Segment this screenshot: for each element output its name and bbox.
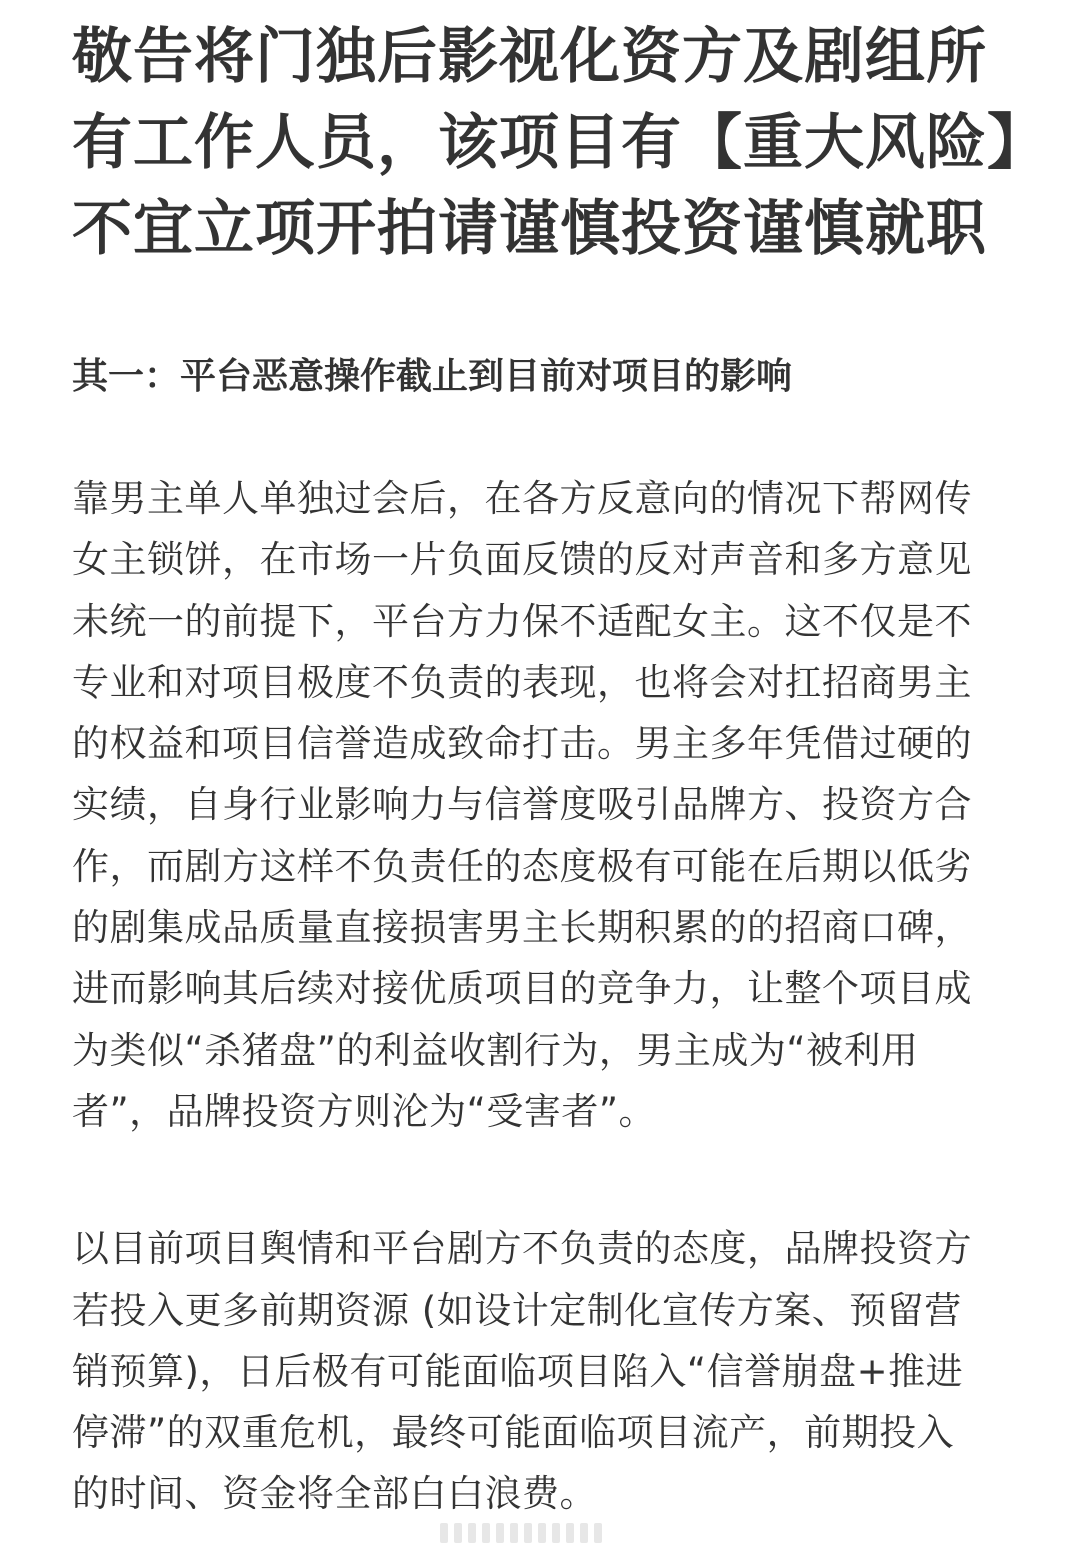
paragraph-line: 作，而剧方这样不负责任的态度极有可能在后期以低劣: [72, 844, 972, 888]
watermark: [440, 1522, 630, 1544]
paragraph-line: 若投入更多前期资源 (如设计定制化宣传方案、预留营: [72, 1288, 962, 1332]
paragraph-line: 的权益和项目信誉造成致命打击。男主多年凭借过硬的: [72, 722, 972, 766]
watermark-mark: [524, 1523, 532, 1543]
paragraph-line: 停滞”的双重危机，最终可能面临项目流产，前期投入: [72, 1411, 955, 1455]
paragraph-line: 的时间、资金将全部白白浪费。: [72, 1472, 597, 1516]
paragraph-1: [72, 468, 1012, 1142]
watermark-mark: [594, 1523, 602, 1543]
paragraph-line: 者”，品牌投资方则沦为“受害者”。: [72, 1089, 657, 1133]
watermark-mark: [580, 1523, 588, 1543]
paragraph-line: 的剧集成品质量直接损害男主长期积累的的招商口碑，: [72, 906, 972, 950]
watermark-mark: [496, 1523, 504, 1543]
paragraph-line: 女主锁饼，在市场一片负面反馈的反对声音和多方意见: [72, 538, 972, 582]
watermark-mark: [552, 1523, 560, 1543]
paragraph-line: 未统一的前提下，平台方力保不适配女主。这不仅是不: [72, 599, 972, 643]
paragraph-line: 以目前项目舆情和平台剧方不负责的态度，品牌投资方: [72, 1227, 972, 1271]
article-title: [72, 14, 1048, 272]
title-line: 有工作人员，该项目有【重大风险】: [72, 108, 1048, 178]
paragraph-line: 为类似“杀猪盘”的利益收割行为，男主成为“被利用: [72, 1028, 919, 1072]
watermark-mark: [468, 1523, 476, 1543]
paragraph-line: 靠男主单人单独过会后，在各方反意向的情况下帮网传: [72, 477, 972, 520]
watermark-mark: [538, 1523, 546, 1543]
watermark-mark: [510, 1523, 518, 1543]
paragraph-2: [72, 1218, 1012, 1524]
paragraph-line: 进而影响其后续对接优质项目的竞争力，让整个项目成: [72, 967, 972, 1011]
section-heading: 其一：平台恶意操作截止到目前对项目的影响: [72, 356, 793, 397]
article: [72, 14, 1048, 1525]
title-line: 不宜立项开拍请谨慎投资谨慎就职: [72, 194, 987, 264]
title-line: 敬告将门独后影视化资方及剧组所: [72, 22, 987, 92]
paragraph-line: 专业和对项目极度不负责的表现，也将会对扛招商男主: [72, 660, 972, 704]
paragraph-line: 销预算)，日后极有可能面临项目陷入“信誉崩盘+推进: [72, 1349, 964, 1393]
paragraph-line: 实绩，自身行业影响力与信誉度吸引品牌方、投资方合: [72, 783, 972, 827]
watermark-mark: [440, 1523, 448, 1543]
watermark-mark: [454, 1523, 462, 1543]
watermark-mark: [566, 1523, 574, 1543]
watermark-mark: [482, 1523, 490, 1543]
